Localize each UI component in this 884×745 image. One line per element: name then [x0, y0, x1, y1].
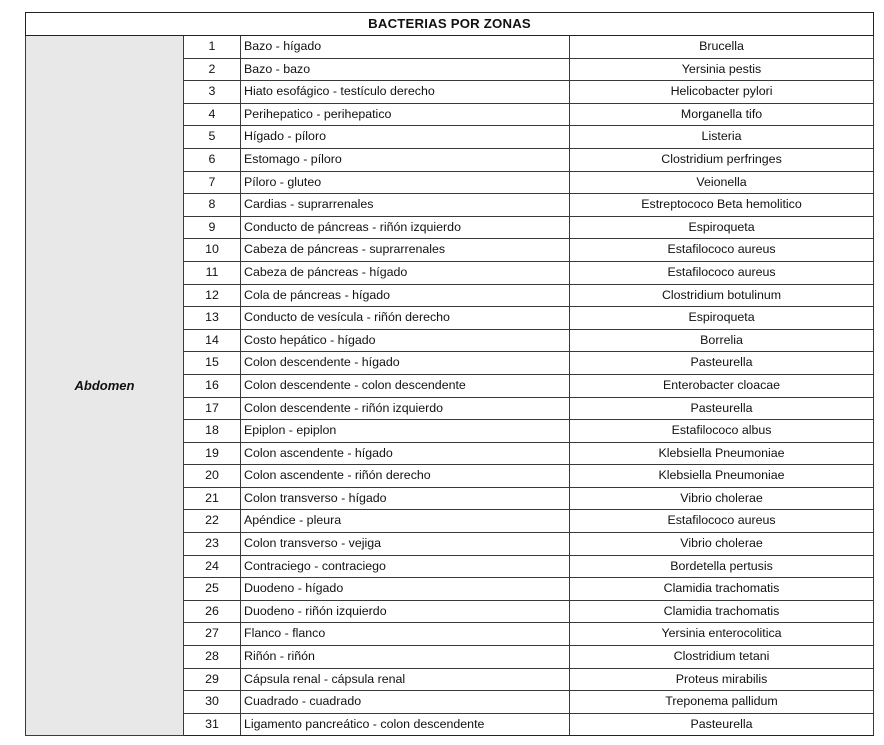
location-cell: Colon descendente - hígado [241, 352, 570, 375]
row-number: 20 [184, 465, 241, 488]
location-cell: Colon descendente - riñón izquierdo [241, 397, 570, 420]
row-number: 4 [184, 103, 241, 126]
bacteria-cell: Klebsiella Pneumoniae [570, 465, 874, 488]
row-number: 25 [184, 578, 241, 601]
location-cell: Apéndice - pleura [241, 510, 570, 533]
bacteria-cell: Listeria [570, 126, 874, 149]
row-number: 5 [184, 126, 241, 149]
location-cell: Cápsula renal - cápsula renal [241, 668, 570, 691]
location-cell: Bazo - bazo [241, 58, 570, 81]
location-cell: Costo hepático - hígado [241, 329, 570, 352]
row-number: 19 [184, 442, 241, 465]
location-cell: Bazo - hígado [241, 36, 570, 59]
location-cell: Perihepatico - perihepatico [241, 103, 570, 126]
bacteria-cell: Espiroqueta [570, 307, 874, 330]
bacteria-cell: Estreptococo Beta hemolitico [570, 194, 874, 217]
bacteria-cell: Morganella tifo [570, 103, 874, 126]
row-number: 11 [184, 261, 241, 284]
row-number: 12 [184, 284, 241, 307]
bacteria-cell: Borrelia [570, 329, 874, 352]
bacteria-cell: Vibrio cholerae [570, 487, 874, 510]
title-row [26, 13, 874, 36]
table-row [26, 36, 874, 59]
location-cell: Riñón - riñón [241, 646, 570, 669]
location-cell: Duodeno - hígado [241, 578, 570, 601]
bacteria-sheet [25, 12, 873, 736]
row-number: 6 [184, 148, 241, 171]
row-number: 14 [184, 329, 241, 352]
location-cell: Hígado - píloro [241, 126, 570, 149]
bacteria-cell: Proteus mirabilis [570, 668, 874, 691]
row-number: 27 [184, 623, 241, 646]
location-cell: Colon descendente - colon descendente [241, 374, 570, 397]
bacteria-cell: Pasteurella [570, 713, 874, 736]
row-number: 17 [184, 397, 241, 420]
row-number: 29 [184, 668, 241, 691]
bacteria-cell: Clostridium tetani [570, 646, 874, 669]
bacteria-cell: Enterobacter cloacae [570, 374, 874, 397]
row-number: 30 [184, 691, 241, 714]
bacteria-cell: Yersinia enterocolitica [570, 623, 874, 646]
location-cell: Cola de páncreas - hígado [241, 284, 570, 307]
bacteria-cell: Clamidia trachomatis [570, 578, 874, 601]
location-cell: Colon ascendente - riñón derecho [241, 465, 570, 488]
bacteria-cell: Espiroqueta [570, 216, 874, 239]
location-cell: Cuadrado - cuadrado [241, 691, 570, 714]
location-cell: Estomago - píloro [241, 148, 570, 171]
row-number: 15 [184, 352, 241, 375]
bacteria-cell: Clamidia trachomatis [570, 600, 874, 623]
location-cell: Cabeza de páncreas - hígado [241, 261, 570, 284]
row-number: 2 [184, 58, 241, 81]
bacteria-cell: Brucella [570, 36, 874, 59]
location-cell: Colon transverso - hígado [241, 487, 570, 510]
bacteria-cell: Vibrio cholerae [570, 533, 874, 556]
bacteria-cell: Estafilococo aureus [570, 510, 874, 533]
location-cell: Epiplon - epiplon [241, 420, 570, 443]
location-cell: Píloro - gluteo [241, 171, 570, 194]
bacteria-cell: Clostridium perfringes [570, 148, 874, 171]
row-number: 24 [184, 555, 241, 578]
row-number: 18 [184, 420, 241, 443]
row-number: 22 [184, 510, 241, 533]
bacteria-cell: Treponema pallidum [570, 691, 874, 714]
bacteria-cell: Pasteurella [570, 397, 874, 420]
bacteria-cell: Estafilococo aureus [570, 239, 874, 262]
row-number: 10 [184, 239, 241, 262]
row-number: 26 [184, 600, 241, 623]
bacteria-cell: Estafilococo albus [570, 420, 874, 443]
row-number: 8 [184, 194, 241, 217]
bacteria-cell: Clostridium botulinum [570, 284, 874, 307]
row-number: 13 [184, 307, 241, 330]
bacteria-cell: Helicobacter pylori [570, 81, 874, 104]
location-cell: Ligamento pancreático - colon descendente [241, 713, 570, 736]
bacteria-cell: Veionella [570, 171, 874, 194]
table-body [26, 13, 874, 736]
location-cell: Cardias - suprarrenales [241, 194, 570, 217]
row-number: 28 [184, 646, 241, 669]
location-cell: Flanco - flanco [241, 623, 570, 646]
row-number: 3 [184, 81, 241, 104]
location-cell: Colon transverso - vejiga [241, 533, 570, 556]
zone-label: Abdomen [26, 36, 184, 736]
bacteria-cell: Estafilococo aureus [570, 261, 874, 284]
row-number: 21 [184, 487, 241, 510]
location-cell: Conducto de vesícula - riñón derecho [241, 307, 570, 330]
location-cell: Contraciego - contraciego [241, 555, 570, 578]
location-cell: Hiato esofágico - testículo derecho [241, 81, 570, 104]
location-cell: Cabeza de páncreas - suprarrenales [241, 239, 570, 262]
table-title: BACTERIAS POR ZONAS [26, 13, 874, 36]
row-number: 1 [184, 36, 241, 59]
row-number: 23 [184, 533, 241, 556]
row-number: 16 [184, 374, 241, 397]
bacteria-cell: Bordetella pertusis [570, 555, 874, 578]
row-number: 9 [184, 216, 241, 239]
location-cell: Conducto de páncreas - riñón izquierdo [241, 216, 570, 239]
location-cell: Duodeno - riñón izquierdo [241, 600, 570, 623]
bacteria-cell: Yersinia pestis [570, 58, 874, 81]
location-cell: Colon ascendente - hígado [241, 442, 570, 465]
row-number: 7 [184, 171, 241, 194]
row-number: 31 [184, 713, 241, 736]
bacteria-cell: Klebsiella Pneumoniae [570, 442, 874, 465]
bacteria-cell: Pasteurella [570, 352, 874, 375]
bacteria-table [25, 12, 874, 736]
